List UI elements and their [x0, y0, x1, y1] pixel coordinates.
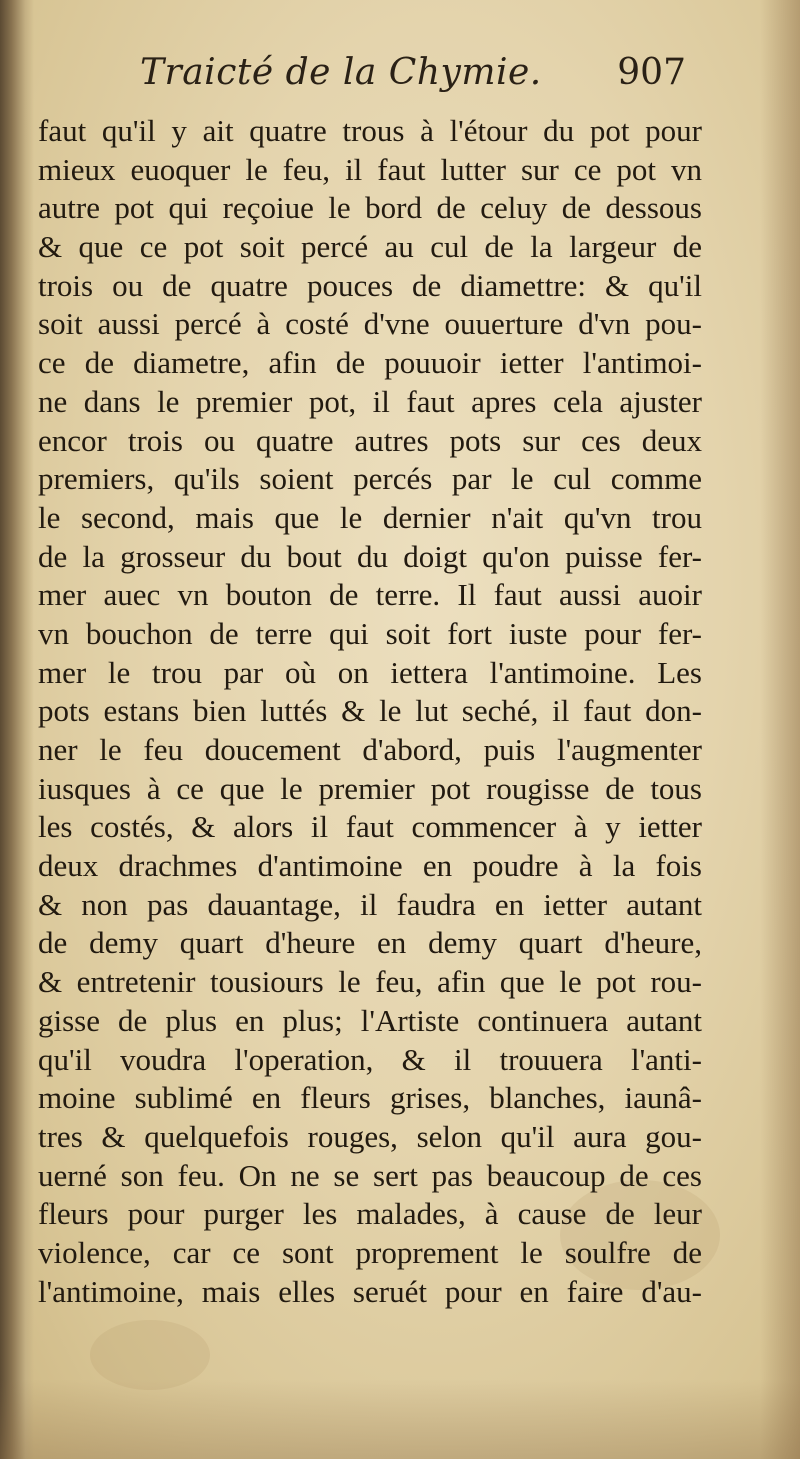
text-line: & que ce pot soit percé au cul de la largeur de [38, 229, 702, 265]
text-line: deux drachmes d'antimoine en poudre à la fois [38, 848, 702, 884]
running-title: Traicté de la Chymie. [140, 52, 542, 93]
text-line: mer auec vn bouton de terre. Il faut aussi auoir [38, 577, 702, 613]
text-line: tres & quelquefois rouges, selon qu'il aura gou- [38, 1118, 702, 1154]
text-line: les costés, & alors il faut commencer à y ietter [38, 809, 702, 845]
text-line: le second, mais que le dernier n'ait qu'vn trou [38, 499, 702, 535]
text-line: l'antimoine, mais elles seruét pour en faire d'au- [38, 1273, 702, 1309]
text-line: de la grosseur du bout du doigt qu'on puisse fer- [38, 538, 702, 574]
text-line: pots estans bien luttés & le lut seché, il faut don- [38, 693, 702, 729]
text-line: moine sublimé en fleurs grises, blanches, iaunâ- [38, 1080, 702, 1116]
text-line: autre pot qui reçoiue le bord de celuy de dessous [38, 190, 702, 226]
text-line: ce de diametre, afin de pouuoir ietter l'antimoi- [38, 345, 702, 381]
binding-shadow [0, 0, 34, 1459]
text-line: ner le feu doucement d'abord, puis l'augmenter [38, 732, 702, 767]
page-number: 907 [617, 52, 686, 93]
page-edge-shading [760, 0, 800, 1459]
text-line: faut qu'il y ait quatre trous à l'étour du pot pour [38, 113, 702, 148]
body-text [38, 112, 702, 1311]
text-line: qu'il voudra l'operation, & il trouuera l'anti- [38, 1041, 702, 1077]
page-bottom-shading [0, 1379, 800, 1459]
text-line: gisse de plus en plus; l'Artiste continuera autant [38, 1002, 702, 1038]
text-line: & entretenir tousiours le feu, afin que le pot rou- [38, 964, 702, 1000]
text-line: soit aussi percé à costé d'vne ouuerture d'vn pou- [38, 306, 702, 342]
text-line: vn bouchon de terre qui soit fort iuste pour fer- [38, 615, 702, 651]
text-line: trois ou de quatre pouces de diamettre: & qu'il [38, 267, 702, 303]
text-line: de demy quart d'heure en demy quart d'heure, [38, 925, 702, 961]
text-line: uerné son feu. On ne se sert pas beaucoup de ces [38, 1157, 702, 1193]
text-line: premiers, qu'ils soient percés par le cul comme [38, 461, 702, 497]
text-line: mer le trou par où on iettera l'antimoine. Les [38, 654, 702, 690]
text-line: & non pas dauantage, il faudra en ietter autant [38, 886, 702, 922]
text-line: mieux euoquer le feu, il faut lutter sur ce pot vn [38, 151, 702, 187]
text-line: iusques à ce que le premier pot rougisse de tous [38, 770, 702, 806]
text-line: encor trois ou quatre autres pots sur ces deux [38, 422, 702, 458]
running-header [140, 52, 700, 112]
paper-stain [90, 1320, 210, 1390]
text-line: violence, car ce sont proprement le soulfre de [38, 1234, 702, 1270]
text-line: fleurs pour purger les malades, à cause de leur [38, 1196, 702, 1232]
text-line: ne dans le premier pot, il faut apres cela ajuster [38, 383, 702, 419]
